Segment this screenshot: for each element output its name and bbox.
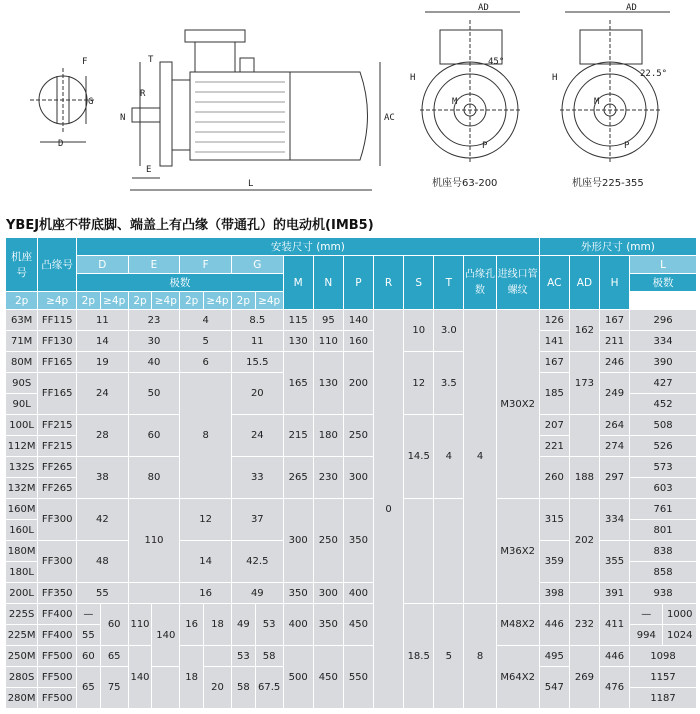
header-G: G [231,256,283,274]
cell-frame: 225S [6,604,38,625]
header-poles: 极数 [77,274,284,292]
cell-P: 450 [343,604,373,646]
cell-G: 15.5 [231,352,283,373]
cell-H: 249 [599,373,629,415]
header-N: N [313,256,343,310]
cell-flange: FF400 [38,625,77,646]
cell-L: 1157 [630,667,697,688]
cell-D: 48 [77,541,129,583]
cell-frame: 250M [6,646,38,667]
cell-D: 24 [77,373,129,415]
cell-AD: 173 [569,352,599,415]
cell-H: 246 [599,352,629,373]
cell-flange: FF300 [38,541,77,583]
cell-flange: FF350 [38,583,77,604]
header-2p-E: 2p [77,292,101,310]
label-AD-2: AD [626,3,637,13]
cell-F2: 16 [180,604,204,646]
cell-H: 411 [599,604,629,646]
caption-small-frame: 机座号63-200 [432,178,498,189]
header-T: T [434,256,464,310]
cell-frame: 90S [6,373,38,394]
cell-F: 12 [180,499,232,541]
cell-S [404,499,434,604]
cell-H: 446 [599,646,629,667]
cell-H: 334 [599,499,629,541]
shaft-section-drawing [30,68,96,142]
header-poles-L: 极数 [630,274,697,292]
cell-P: 250 [343,415,373,457]
cell-flange: FF265 [38,478,77,499]
cell-M: 165 [283,352,313,415]
cell-L: 427 [630,373,697,394]
cell-L: 1098 [630,646,697,667]
cell-gland: M48X2 [496,604,539,646]
cell-G: 33 [231,457,283,499]
cell-H: 264 [599,415,629,436]
cell-E: 30 [128,331,180,352]
cell-S: 10 [404,310,434,352]
cell-G: 8.5 [231,310,283,331]
motor-drawings [0,0,700,210]
cell-AC: 398 [539,583,569,604]
cell-L: 801 [630,520,697,541]
header-2p-D: 2p [6,292,38,310]
cell-L2: — [630,604,663,625]
table-title: YBEJ机座不带底脚、端盖上有凸缘（带通孔）的电动机(IMB5) [6,218,374,233]
cell-frame: 112M [6,436,38,457]
cell-L: 334 [630,331,697,352]
cell-P: 350 [343,499,373,583]
label-AD-1: AD [478,3,489,13]
header-gland: 进线口管螺纹 [496,256,539,310]
cell-flange: FF500 [38,688,77,709]
cell-D: 14 [77,331,129,352]
cell-L: 508 [630,415,697,436]
cell-L: 761 [630,499,697,520]
cell-flange: FF300 [38,499,77,541]
cell-E4 [152,667,180,709]
cell-flange: FF500 [38,646,77,667]
cell-P: 400 [343,583,373,604]
cell-L4: 1024 [663,625,697,646]
header-2p-L: 2p [231,292,255,310]
header-outline: 外形尺寸 (mm) [539,238,696,256]
header-AC: AC [539,256,569,310]
cell-P: 140 [343,310,373,331]
label-E: E [146,165,152,175]
cell-E: 23 [128,310,180,331]
cell-F4 [204,646,232,667]
cell-T: 3.5 [434,352,464,415]
cell-F: 8 [180,373,232,499]
cell-F: 5 [180,331,232,352]
cell-flange: FF265 [38,457,77,478]
cell-E [128,583,180,604]
cell-frame: 90L [6,394,38,415]
cell-T: 3.0 [434,310,464,352]
label-N: N [120,113,126,123]
header-4p-L: ≥4p [255,292,283,310]
label-P-2: P [624,141,630,151]
cell-holes: 8 [464,604,496,709]
cell-G: 49 [231,583,283,604]
cell-E: 50 [128,373,180,415]
cell-L: 296 [630,310,697,331]
cell-gland: M64X2 [496,646,539,709]
cell-F: 16 [180,583,232,604]
cell-D: 38 [77,457,129,499]
cell-L: 938 [630,583,697,604]
label-T: T [148,55,154,65]
cell-AC: 260 [539,457,569,499]
cell-L: 452 [630,394,697,415]
cell-E: 110 [128,499,180,583]
label-P-1: P [482,141,488,151]
cell-D: 42 [77,499,129,541]
cell-G: 11 [231,331,283,352]
cell-G2: 58 [231,667,255,709]
cell-P: 160 [343,331,373,352]
label-L: L [248,179,254,189]
cell-L: 858 [630,562,697,583]
motor-front-view-small [420,12,520,162]
caption-large-frame: 机座号225-355 [572,178,644,189]
cell-E4: 140 [152,604,180,667]
header-flange: 凸缘号 [38,238,77,292]
cell-flange: FF115 [38,310,77,331]
cell-AD: 162 [569,310,599,352]
cell-N: 130 [313,352,343,415]
cell-E2: 140 [128,646,152,709]
cell-flange: FF165 [38,373,77,415]
header-E: E [128,256,180,274]
cell-AC: 359 [539,541,569,583]
header-4p-E: ≥4p [100,292,128,310]
cell-flange: FF500 [38,667,77,688]
cell-N: 450 [313,646,343,709]
cell-E: 80 [128,457,180,499]
cell-flange: FF165 [38,352,77,373]
cell-frame: 132M [6,478,38,499]
cell-F4: 20 [204,667,232,709]
cell-frame: 180M [6,541,38,562]
cell-AC: 185 [539,373,569,415]
cell-D4: 65 [100,646,128,667]
cell-frame: 180L [6,562,38,583]
cell-N: 230 [313,457,343,499]
cell-AC: 495 [539,646,569,667]
cell-P: 200 [343,352,373,415]
cell-E: 60 [128,415,180,457]
label-D: D [58,139,64,149]
cell-L: 573 [630,457,697,478]
cell-M: 500 [283,646,313,709]
cell-E2: 110 [128,604,152,646]
cell-G: 24 [231,415,283,457]
cell-gland: M30X2 [496,310,539,499]
cell-frame: 280M [6,688,38,709]
header-2p-F: 2p [128,292,152,310]
cell-M: 215 [283,415,313,457]
cell-L: 838 [630,541,697,562]
cell-D4: 60 [100,604,128,646]
cell-N: 95 [313,310,343,331]
cell-D: 19 [77,352,129,373]
cell-G2: 49 [231,604,255,646]
cell-H: 355 [599,541,629,583]
header-P: P [343,256,373,310]
cell-G: 20 [231,373,283,415]
header-4p-G: ≥4p [204,292,232,310]
label-22-5deg: 22.5° [640,69,668,79]
cell-frame: 280S [6,667,38,688]
cell-D: 55 [77,583,129,604]
cell-D2: 60 [77,646,101,667]
cell-D2: 65 [77,667,101,709]
cell-AD [569,415,599,457]
cell-D4: 75 [100,667,128,709]
cell-E: 40 [128,352,180,373]
motor-side-view [130,30,380,190]
header-M: M [283,256,313,310]
cell-T: 5 [434,604,464,709]
cell-AD [569,583,599,604]
cell-L: 390 [630,352,697,373]
header-install: 安装尺寸 (mm) [77,238,540,256]
label-F: F [82,57,88,67]
header-AD: AD [569,256,599,310]
cell-H: 167 [599,310,629,331]
header-D: D [77,256,129,274]
cell-AC: 141 [539,331,569,352]
header-S: S [404,256,434,310]
cell-F: 4 [180,310,232,331]
cell-N: 250 [313,499,343,583]
cell-AC: 207 [539,415,569,436]
cell-S: 14.5 [404,415,434,499]
cell-M: 300 [283,499,313,583]
cell-H: 391 [599,583,629,604]
label-M-2: M [594,97,600,107]
cell-F: 6 [180,352,232,373]
cell-R: 0 [374,310,404,709]
cell-N: 350 [313,604,343,646]
cell-T [434,499,464,604]
cell-G: 42.5 [231,541,283,583]
cell-flange: FF400 [38,604,77,625]
header-frame: 机座号 [6,238,38,292]
cell-M: 115 [283,310,313,331]
cell-frame: 225M [6,625,38,646]
cell-M: 130 [283,331,313,352]
cell-L2: 994 [630,625,663,646]
label-H-1: H [410,73,416,83]
cell-M: 350 [283,583,313,604]
cell-frame: 160M [6,499,38,520]
header-F: F [180,256,232,274]
cell-L: 603 [630,478,697,499]
cell-H: 476 [599,667,629,709]
header-2p-G: 2p [180,292,204,310]
cell-L: 526 [630,436,697,457]
cell-G4: 67.5 [255,667,283,709]
cell-F: 14 [180,541,232,583]
cell-F2: 18 [180,646,204,709]
cell-AD: 202 [569,499,599,583]
cell-AC: 126 [539,310,569,331]
cell-H: 297 [599,457,629,499]
dimension-table [5,237,697,709]
cell-AD: 269 [569,646,599,709]
label-H-2: H [552,73,558,83]
cell-gland: M36X2 [496,499,539,604]
cell-D2: 55 [77,625,101,646]
header-4p-D: ≥4p [38,292,77,310]
cell-G: 37 [231,499,283,541]
cell-frame: 71M [6,331,38,352]
cell-S: 12 [404,352,434,415]
cell-AC: 221 [539,436,569,457]
cell-flange: FF215 [38,436,77,457]
cell-D2: — [77,604,101,625]
label-G: G [88,97,94,107]
cell-D: 11 [77,310,129,331]
cell-G4: 53 [255,604,283,646]
header-4p-F: ≥4p [152,292,180,310]
cell-AC: 446 [539,604,569,646]
cell-holes: 4 [464,310,496,604]
label-M-1: M [452,97,458,107]
cell-H: 211 [599,331,629,352]
cell-F4: 18 [204,604,232,646]
cell-AC: 167 [539,352,569,373]
cell-G2: 53 [231,646,255,667]
header-holes: 凸缘孔数 [464,256,496,310]
cell-L4: 1000 [663,604,697,625]
cell-frame: 80M [6,352,38,373]
cell-H: 274 [599,436,629,457]
cell-M: 400 [283,604,313,646]
cell-T: 4 [434,415,464,499]
cell-flange: FF215 [38,415,77,436]
cell-frame: 100L [6,415,38,436]
cell-AD: 188 [569,457,599,499]
cell-M: 265 [283,457,313,499]
cell-S: 18.5 [404,604,434,709]
cell-AC: 547 [539,667,569,709]
cell-G4: 58 [255,646,283,667]
cell-frame: 160L [6,520,38,541]
header-R: R [374,256,404,310]
cell-flange: FF130 [38,331,77,352]
cell-N: 300 [313,583,343,604]
label-45deg: 45° [488,57,505,67]
cell-frame: 63M [6,310,38,331]
header-H: H [599,256,629,310]
cell-AC: 315 [539,499,569,541]
cell-N: 110 [313,331,343,352]
cell-AD: 232 [569,604,599,646]
cell-frame: 132S [6,457,38,478]
cell-D: 28 [77,415,129,457]
cell-frame: 200L [6,583,38,604]
cell-N: 180 [313,415,343,457]
motor-front-view-large [560,12,670,162]
header-L: L [630,256,697,274]
cell-P: 550 [343,646,373,709]
label-AC: AC [384,113,395,123]
label-R: R [140,89,146,99]
cell-L: 1187 [630,688,697,709]
cell-P: 300 [343,457,373,499]
